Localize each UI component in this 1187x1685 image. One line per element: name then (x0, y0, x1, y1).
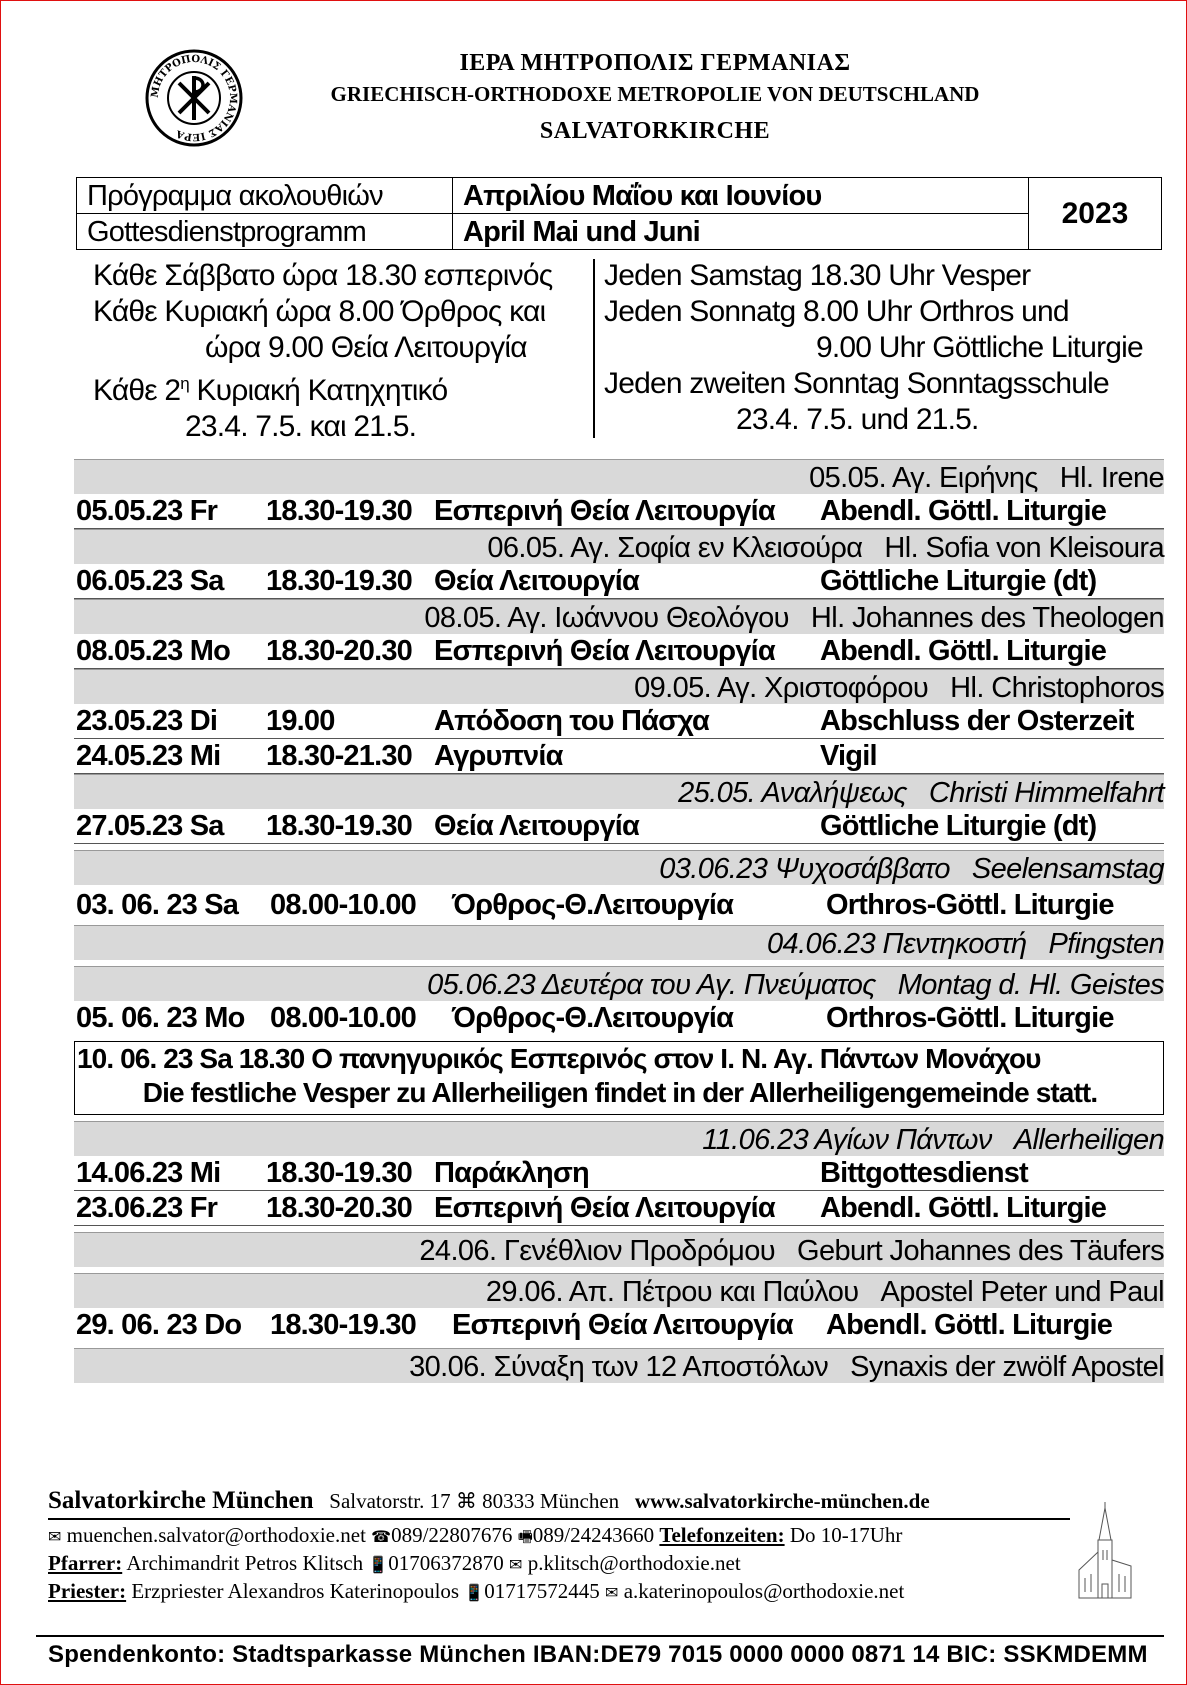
general-gr-line: Κάθε Σάββατο ώρα 18.30 εσπερινός (93, 259, 553, 292)
program-year: 2023 (1029, 178, 1162, 250)
general-de-line: 9.00 Uhr Göttliche Liturgie (816, 331, 1143, 364)
notice-line-german: Die festliche Vesper zu Allerheiligen findet in der Allerheiligengemeinde statt. (142, 1077, 1098, 1108)
church-address: Salvatorstr. 17 ⌘ 80333 München (329, 1489, 620, 1513)
pfarrer-label: Pfarrer: (48, 1551, 123, 1575)
priester-name: Erzpriester Alexandros Katerinopoulos (131, 1579, 460, 1603)
hours-value: Do 10-17Uhr (789, 1523, 903, 1547)
pfarrer-email[interactable]: p.klitsch@orthodoxie.net (527, 1551, 741, 1575)
fax-icon: 🖷 (517, 1527, 533, 1546)
service-schedule (74, 459, 1164, 1383)
service-row: 05. 06. 23 Mo 08.00-10.00 Όρθρος-Θ.Λειτουργία Orthros-Göttl. Liturgie (76, 1002, 1114, 1034)
website-link[interactable]: www.salvatorkirche-münchen.de (634, 1489, 930, 1513)
feast-row: 06.05. Αγ. Σοφία εν Κλεισούρα Hl. Sofia von Kleisoura (74, 529, 1164, 564)
hours-label: Telefonzeiten: (659, 1523, 785, 1547)
program-months-german: April Mai und Juni (453, 214, 1029, 250)
general-de-line: Jeden Samstag 18.30 Uhr Vesper (604, 259, 1031, 292)
divider (593, 259, 595, 438)
footer-divider (48, 1518, 1070, 1520)
footer-priester-line (48, 1578, 904, 1606)
feast-row: 09.05. Αγ. Χριστοφόρου Hl. Christophoros (74, 669, 1164, 704)
phone-icon: ☎ (371, 1527, 392, 1546)
footer-contact-line (48, 1522, 902, 1550)
metropolis-title-greek: ΙΕΡΑ ΜΗΤΡΟΠΟΛΙΣ ΓΕΡΜΑΝΙΑΣ (459, 50, 851, 76)
mobile-phone-icon: 📱 (368, 1555, 389, 1574)
general-gr-line: 23.4. 7.5. και 21.5. (185, 410, 417, 443)
service-row: 23.05.23 Di 19.00 Απόδοση του Πάσχα Abschluss der Osterzeit (74, 704, 1164, 739)
footer-address-line (48, 1488, 930, 1514)
email-link[interactable]: muenchen.salvator@orthodoxie.net (66, 1523, 366, 1547)
service-row: 14.06.23 Mi 18.30-19.30 Παράκληση Bittgottesdienst (74, 1156, 1164, 1191)
service-row: 03. 06. 23 Sa 08.00-10.00 Όρθρος-Θ.Λειτουργία Orthros-Göttl. Liturgie (76, 889, 1114, 921)
footer-pfarrer-line (48, 1550, 741, 1578)
svg-text:ΜΗΤΡΟΠΟΛΙΣ ΓΕΡΜΑΝΙΑΣ ΙΕΡΑ: ΜΗΤΡΟΠΟΛΙΣ ΓΕΡΜΑΝΙΑΣ ΙΕΡΑ (149, 53, 239, 143)
general-gr-line: Κάθε $2^\eta$ Κυριακή Κατηχητικό (93, 374, 448, 407)
special-vesper-notice (74, 1041, 1164, 1115)
program-label-german: Gottesdienstprogramm (77, 214, 453, 250)
donation-account: Spendenkonto: Stadtsparkasse München IBAN:DE79 7015 0000 0000 0871 14 BIC: SSKMDEMM (48, 1641, 1148, 1668)
phone-number[interactable]: 089/22807676 (391, 1523, 513, 1547)
general-info-greek (93, 258, 578, 445)
pfarrer-name: Archimandrit Petros Klitsch (126, 1551, 364, 1575)
general-gr-line: ώρα 9.00 Θεία Λειτουργία (205, 331, 527, 364)
notice-line-greek: 10. 06. 23 Sa 18.30 Ο πανηγυρικός Εσπερινός στον Ι. Ν. Αγ. Πάντων Μονάχου (77, 1043, 1041, 1074)
church-illustration (1075, 1500, 1135, 1600)
metropolis-title-german: GRIECHISCH-ORTHODOXE METROPOLIE VON DEUTSCHLAND (330, 82, 980, 106)
pfarrer-mobile[interactable]: 01706372870 (388, 1551, 504, 1575)
program-months-greek: Απριλίου Μαΐου και Ιουνίου (453, 178, 1029, 214)
general-de-line: 23.4. 7.5. und 21.5. (736, 403, 979, 436)
email-icon: ✉ (48, 1527, 62, 1546)
feast-row: 11.06.23 Αγίων Πάντων Allerheiligen (74, 1121, 1164, 1156)
program-label-greek: Πρόγραμμα ακολουθιών (77, 178, 453, 214)
feast-row: 04.06.23 Πεντηκοστή Pfingsten (74, 925, 1164, 960)
feast-row: 25.05. Αναλήψεως Christi Himmelfahrt (74, 774, 1164, 809)
mobile-phone-icon: 📱 (464, 1583, 485, 1602)
feast-row: 29.06. Απ. Πέτρου και Παύλου Apostel Peter und Paul (74, 1273, 1164, 1308)
fax-number: 089/24243660 (532, 1523, 655, 1547)
service-row: 29. 06. 23 Do 18.30-19.30 Εσπερινή Θεία Λειτουργία Abendl. Göttl. Liturgie (76, 1309, 1113, 1341)
service-row: 06.05.23 Sa 18.30-19.30 Θεία Λειτουργία Göttliche Liturgie (dt) (74, 564, 1164, 599)
church-title: SALVATORKIRCHE (539, 118, 771, 144)
service-row: 05.05.23 Fr 18.30-19.30 Εσπερινή Θεία Λειτουργία Abendl. Göttl. Liturgie (74, 494, 1164, 529)
feast-row: 05.05. Αγ. Ειρήνης Hl. Irene (74, 459, 1164, 494)
feast-row: 24.06. Γενέθλιον Προδρόμου Geburt Johannes des Täufers (74, 1232, 1164, 1267)
service-row: 23.06.23 Fr 18.30-20.30 Εσπερινή Θεία Λειτουργία Abendl. Göttl. Liturgie (74, 1191, 1164, 1226)
service-row: 27.05.23 Sa 18.30-19.30 Θεία Λειτουργία Göttliche Liturgie (dt) (74, 809, 1164, 844)
general-gr-line: Κάθε Κυριακή ώρα 8.00 Όρθρος και (93, 295, 546, 328)
program-title-table (76, 177, 1162, 250)
general-info-german (604, 258, 1164, 438)
priester-label: Priester: (48, 1579, 127, 1603)
general-de-line: Jeden Sonnatg 8.00 Uhr Orthros und (604, 295, 1069, 328)
priester-email[interactable]: a.katerinopoulos@orthodoxie.net (623, 1579, 905, 1603)
email-icon: ✉ (509, 1555, 523, 1574)
bank-divider (36, 1635, 1164, 1637)
service-row: 24.05.23 Mi 18.30-21.30 Αγρυπνία Vigil (74, 739, 1164, 774)
church-name: Salvatorkirche München (48, 1487, 314, 1514)
metropolis-seal-logo (144, 48, 244, 148)
email-icon: ✉ (605, 1583, 619, 1602)
general-de-line: Jeden zweiten Sonntag Sonntagsschule (604, 367, 1109, 400)
feast-row: 05.06.23 Δευτέρα του Αγ. Πνεύματος Montag d. Hl. Geistes (74, 966, 1164, 1001)
priester-mobile[interactable]: 01717572445 (484, 1579, 600, 1603)
feast-row: 08.05. Αγ. Ιωάννου Θεολόγου Hl. Johannes des Theologen (74, 599, 1164, 634)
feast-row: 03.06.23 Ψυχοσάββατο Seelensamstag (74, 850, 1164, 885)
feast-row: 30.06. Σύναξη των 12 Αποστόλων Synaxis der zwölf Apostel (74, 1348, 1164, 1383)
service-row: 08.05.23 Mo 18.30-20.30 Εσπερινή Θεία Λειτουργία Abendl. Göttl. Liturgie (74, 634, 1164, 669)
